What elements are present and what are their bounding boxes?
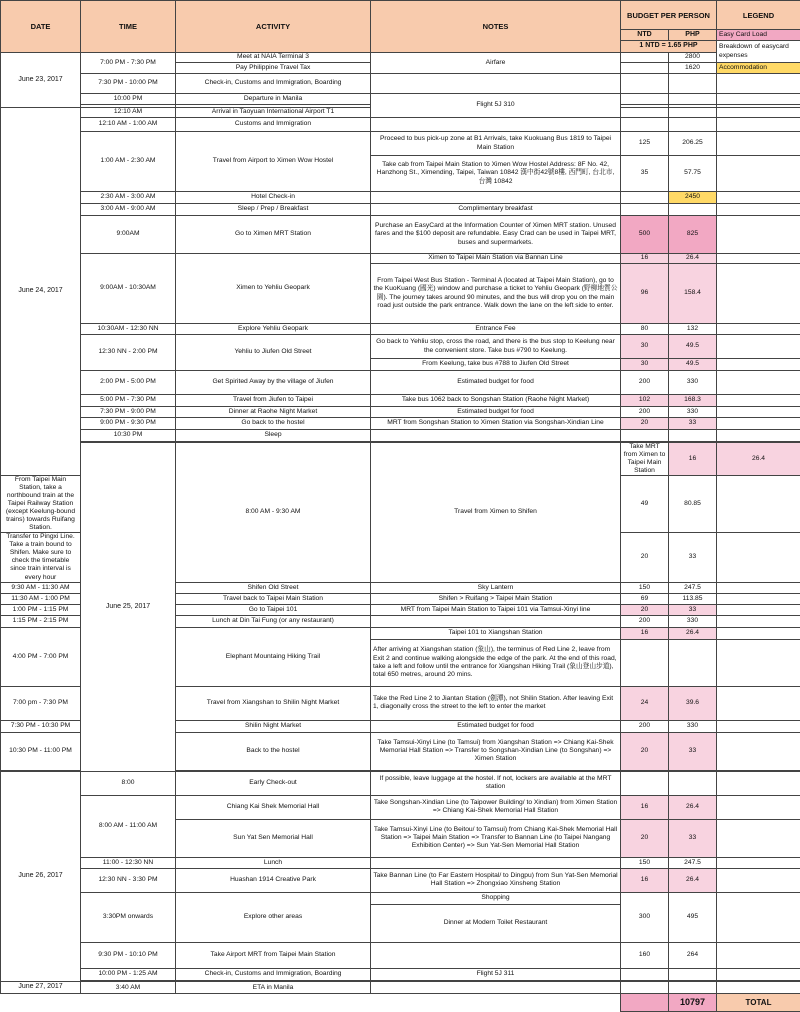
- time-cell: 10:00 PM: [81, 94, 176, 105]
- php-cell: [669, 108, 717, 118]
- php-cell: [669, 982, 717, 994]
- date-cell: June 25, 2017: [81, 443, 176, 772]
- php-cell: [669, 968, 717, 980]
- time-cell: 9:00AM - 10:30AM: [81, 254, 176, 324]
- ntd-cell: [621, 74, 669, 94]
- activity-cell: Huashan 1914 Creative Park: [176, 868, 371, 892]
- activity-cell: Departure in Manila: [176, 94, 371, 105]
- notes-cell: Go back to Yehliu stop, cross the road, and there is the bus stop to Keelung near the convenient store. Take bus #790 to Keelung.: [371, 335, 621, 359]
- notes-cell: Dinner at Modern Toilet Restaurant: [371, 904, 621, 942]
- ntd-cell: 150: [621, 582, 669, 593]
- ntd-cell: 20: [621, 732, 669, 770]
- time-cell: 10:30 PM: [81, 430, 176, 442]
- activity-cell: Travel from Jiufen to Taipei: [176, 395, 371, 407]
- notes-cell: Take the Red Line 2 to Jiantan Station (劍潭), not Shilin Station. After leaving Exit 1, diagonally cross the street to the left to enter the market: [371, 686, 621, 720]
- ntd-cell: [621, 118, 669, 132]
- legend-empty: [717, 582, 800, 593]
- time-cell: 9:00 PM - 9:30 PM: [81, 418, 176, 430]
- empty-cell: [1, 994, 81, 1012]
- ntd-cell: [621, 982, 669, 994]
- php-cell: 330: [669, 720, 717, 732]
- time-cell: 9:30 AM - 11:30 AM: [1, 582, 81, 593]
- activity-cell: ETA in Manila: [176, 982, 371, 994]
- legend-empty: [717, 732, 800, 770]
- notes-cell: Sky Lantern: [371, 582, 621, 593]
- notes-cell: Take Songshan-Xindian Line (to Taipower Building/ to Xindian) from Ximen Station => Chiang Kai-Shek Memorial Hall Station: [371, 795, 621, 819]
- ntd-cell: 16: [621, 254, 669, 264]
- legend-empty: [717, 395, 800, 407]
- notes-cell: Take Bannan Line (to Far Eastern Hospital/ to Dingpu) from Sun Yat-Sen Memorial Hall Station => Zhongxiao Xinsheng Station: [371, 868, 621, 892]
- legend-empty: [717, 476, 800, 533]
- time-cell: 7:00 PM - 7:30 PM: [81, 53, 176, 74]
- php-cell: [669, 639, 717, 686]
- ntd-cell: 500: [621, 216, 669, 254]
- empty-cell: [81, 994, 176, 1012]
- php-cell: 26.4: [669, 868, 717, 892]
- notes-cell: Ximen to Taipei Main Station via Bannan Line: [371, 254, 621, 264]
- php-cell: 2800: [669, 53, 717, 63]
- time-cell: 10:30 PM - 11:00 PM: [1, 732, 81, 770]
- legend-empty: [717, 593, 800, 604]
- notes-cell: [371, 857, 621, 868]
- activity-cell: Sleep: [176, 430, 371, 442]
- php-cell: 330: [669, 371, 717, 395]
- notes-cell: [371, 982, 621, 994]
- notes-cell: Take bus 1062 back to Songshan Station (Raohe Night Market): [371, 395, 621, 407]
- ntd-cell: 49: [621, 476, 669, 533]
- ntd-cell: 200: [621, 407, 669, 418]
- ntd-cell: 300: [621, 892, 669, 942]
- total-label: TOTAL: [717, 994, 800, 1012]
- date-cell: June 27, 2017: [1, 982, 81, 994]
- ntd-cell: 20: [621, 819, 669, 857]
- legend-empty: [717, 771, 800, 795]
- notes-cell: Transfer to Pingxi Line. Take a train bound to Shifen. Make sure to check the timetable since train interval is every hour: [1, 533, 81, 582]
- ntd-cell: 125: [621, 132, 669, 156]
- ntd-cell: 30: [621, 335, 669, 359]
- legend-empty: [717, 108, 800, 118]
- ntd-cell: 200: [621, 720, 669, 732]
- notes-cell: If possible, leave luggage at the hostel. If not, lockers are available at the MRT station: [371, 771, 621, 795]
- notes-cell: Shopping: [371, 892, 621, 904]
- legend-empty: [717, 132, 800, 156]
- time-cell: 8:00: [81, 771, 176, 795]
- activity-cell: Sun Yat Sen Memorial Hall: [176, 819, 371, 857]
- legend-empty: [717, 982, 800, 994]
- activity-cell: Ximen to Yehliu Geopark: [176, 254, 371, 324]
- ntd-cell: [621, 108, 669, 118]
- ntd-cell: [621, 639, 669, 686]
- ntd-cell: [621, 430, 669, 442]
- header-rate: 1 NTD = 1.65 PHP: [621, 41, 717, 53]
- time-cell: 11:30 AM - 1:00 PM: [1, 593, 81, 604]
- legend-empty: [717, 686, 800, 720]
- notes-cell: From Taipei Main Station, take a northbound train at the Taipei Railway Station (except Keelung-bound trains) towards Ruifang Station.: [1, 476, 81, 533]
- legend-empty: [717, 216, 800, 254]
- php-cell: 80.85: [669, 476, 717, 533]
- time-cell: 11:00 - 12:30 NN: [81, 857, 176, 868]
- ntd-cell: 96: [621, 264, 669, 324]
- ntd-cell: 20: [621, 604, 669, 615]
- notes-cell: Complimentary breakfast: [371, 204, 621, 216]
- time-cell: 1:00 PM - 1:15 PM: [1, 604, 81, 615]
- php-cell: 57.75: [669, 156, 717, 192]
- activity-cell: Elephant Mountaing Hiking Trail: [176, 627, 371, 686]
- time-cell: 12:30 NN - 2:00 PM: [81, 335, 176, 371]
- php-cell: 33: [669, 418, 717, 430]
- php-cell: 247.5: [669, 857, 717, 868]
- header-date: DATE: [1, 1, 81, 53]
- legend-accommodation: Accommodation: [717, 63, 800, 74]
- legend-empty: [717, 942, 800, 968]
- activity-cell: Travel from Xiangshan to Shilin Night Market: [176, 686, 371, 720]
- php-cell: 330: [669, 407, 717, 418]
- notes-cell: Proceed to bus pick-up zone at B1 Arrivals, take Kuokuang Bus 1819 to Taipei Main Station: [371, 132, 621, 156]
- activity-cell: Dinner at Raohe Night Market: [176, 407, 371, 418]
- activity-cell: Travel from Ximen to Shifen: [371, 443, 621, 583]
- time-cell: 9:00AM: [81, 216, 176, 254]
- time-cell: 3:30PM onwards: [81, 892, 176, 942]
- legend-empty: [717, 204, 800, 216]
- ntd-cell: [621, 94, 669, 105]
- legend-empty: [717, 371, 800, 395]
- empty-cell: [371, 994, 621, 1012]
- notes-cell: Taipei 101 to Xiangshan Station: [371, 627, 621, 639]
- legend-empty: [717, 819, 800, 857]
- notes-cell: Estimated budget for food: [371, 371, 621, 395]
- php-cell: [669, 204, 717, 216]
- time-cell: 10:30AM - 12:30 NN: [81, 324, 176, 335]
- notes-cell: [371, 192, 621, 204]
- ntd-cell: 80: [621, 324, 669, 335]
- php-cell: [669, 74, 717, 94]
- legend-empty: [717, 418, 800, 430]
- notes-cell: MRT from Songshan Station to Ximen Station via Songshan-Xindian Line: [371, 418, 621, 430]
- header-legend: LEGEND: [717, 1, 800, 30]
- legend-empty: [717, 335, 800, 359]
- php-cell: [669, 94, 717, 105]
- notes-cell: Flight 5J 311: [371, 968, 621, 981]
- activity-cell: Arrival in Taoyuan International Airport T1: [176, 108, 371, 118]
- ntd-cell: 200: [621, 615, 669, 627]
- notes-cell: Shifen > Ruifang > Taipei Main Station: [371, 593, 621, 604]
- ntd-cell: 30: [621, 359, 669, 371]
- php-cell: [669, 118, 717, 132]
- header-notes: NOTES: [371, 1, 621, 53]
- legend-empty: [717, 968, 800, 980]
- ntd-cell: 24: [621, 686, 669, 720]
- ntd-cell: 16: [669, 443, 717, 476]
- activity-cell: Lunch: [176, 857, 371, 868]
- php-cell: 158.4: [669, 264, 717, 324]
- legend-empty: [717, 118, 800, 132]
- ntd-cell: [621, 771, 669, 795]
- php-cell: 26.4: [717, 443, 800, 476]
- activity-cell: Pay Philippine Travel Tax: [176, 63, 371, 74]
- php-cell: 39.6: [669, 686, 717, 720]
- date-cell: June 24, 2017: [1, 108, 81, 476]
- legend-empty: [717, 192, 800, 204]
- legend-empty: [717, 868, 800, 892]
- activity-cell: Shilin Night Market: [176, 720, 371, 732]
- time-cell: 8:00 AM - 11:00 AM: [81, 795, 176, 857]
- activity-cell: Travel from Airport to Ximen Wow Hostel: [176, 132, 371, 192]
- ntd-cell: 35: [621, 156, 669, 192]
- legend-empty: [717, 639, 800, 686]
- legend-empty: [717, 407, 800, 418]
- legend-empty: [717, 359, 800, 371]
- time-cell: 12:10 AM: [81, 108, 176, 118]
- notes-cell: From Keelung, take bus #788 to Jiufen Old Street: [371, 359, 621, 371]
- php-cell: 247.5: [669, 582, 717, 593]
- notes-cell: Flight 5J 310: [371, 94, 621, 118]
- php-cell: [669, 430, 717, 442]
- notes-cell: Estimated budget for food: [371, 407, 621, 418]
- activity-cell: Lunch at Din Tai Fung (or any restaurant): [176, 615, 371, 627]
- ntd-cell: 20: [621, 418, 669, 430]
- header-activity: ACTIVITY: [176, 1, 371, 53]
- time-cell: 7:30 PM - 9:00 PM: [81, 407, 176, 418]
- ntd-cell: [621, 968, 669, 980]
- activity-cell: Get Spirited Away by the village of Jiufen: [176, 371, 371, 395]
- php-cell: 26.4: [669, 627, 717, 639]
- ntd-cell: 69: [621, 593, 669, 604]
- time-cell: 12:10 AM - 1:00 AM: [81, 118, 176, 132]
- ntd-cell: 16: [621, 627, 669, 639]
- notes-cell: Estimated budget for food: [371, 720, 621, 732]
- empty-cell: [176, 994, 371, 1012]
- activity-cell: Go back to the hostel: [176, 418, 371, 430]
- php-cell: 1620: [669, 63, 717, 74]
- legend-empty: [717, 94, 800, 105]
- legend-empty: [717, 795, 800, 819]
- legend-empty: [717, 627, 800, 639]
- time-cell: 3:40 AM: [81, 982, 176, 994]
- time-cell: 4:00 PM - 7:00 PM: [1, 627, 81, 686]
- time-cell: 8:00 AM - 9:30 AM: [176, 443, 371, 583]
- php-cell: 113.85: [669, 593, 717, 604]
- ntd-cell: [621, 204, 669, 216]
- legend-empty: [717, 324, 800, 335]
- notes-cell: Entrance Fee: [371, 324, 621, 335]
- time-cell: 10:00 PM - 1:25 AM: [81, 968, 176, 980]
- activity-cell: Sleep / Prep / Breakfast: [176, 204, 371, 216]
- notes-cell: Take MRT from Ximen to Taipei Main Station: [621, 443, 669, 476]
- time-cell: 9:30 PM - 10:10 PM: [81, 942, 176, 968]
- date-cell: June 26, 2017: [1, 771, 81, 982]
- notes-cell: After arriving at Xiangshan station (象山), the terminus of Red Line 2, leave from Exit 2 and continue walking alongside the edge of the park. At the end of this road, take a left and follow until the entrance for Xiangshan Hiking Trail (象山登山步道), total 650 metres, around 20 mins.: [371, 639, 621, 686]
- php-cell: 495: [669, 892, 717, 942]
- php-cell: 26.4: [669, 254, 717, 264]
- ntd-cell: 160: [621, 942, 669, 968]
- notes-cell: [371, 118, 621, 132]
- php-cell: 168.3: [669, 395, 717, 407]
- activity-cell: Go to Ximen MRT Station: [176, 216, 371, 254]
- time-cell: 7:30 PM - 10:30 PM: [1, 720, 81, 732]
- activity-cell: Check-in, Customs and Immigration, Boarding: [176, 74, 371, 94]
- php-cell: 49.5: [669, 335, 717, 359]
- ntd-cell: 20: [621, 533, 669, 582]
- time-cell: 3:00 AM - 9:00 AM: [81, 204, 176, 216]
- notes-cell: Purchase an EasyCard at the Information Counter of Ximen MRT station. Unused fares and the $100 deposit are refundable. Easy Crad can be used in Taipei MRT, buses and supermarkets.: [371, 216, 621, 254]
- php-cell: 825: [669, 216, 717, 254]
- time-cell: 2:30 AM - 3:00 AM: [81, 192, 176, 204]
- time-cell: 12:30 NN - 3:30 PM: [81, 868, 176, 892]
- ntd-cell: 16: [621, 868, 669, 892]
- legend-empty: [717, 720, 800, 732]
- activity-cell: Back to the hostel: [176, 732, 371, 770]
- notes-cell: [371, 74, 621, 94]
- ntd-cell: [621, 192, 669, 204]
- header-ntd: NTD: [621, 30, 669, 41]
- notes-cell: [371, 430, 621, 442]
- ntd-cell: [621, 53, 669, 63]
- php-cell: 132: [669, 324, 717, 335]
- header-php: PHP: [669, 30, 717, 41]
- activity-cell: Meet at NAIA Terminal 3: [176, 53, 371, 63]
- time-cell: 1:00 AM - 2:30 AM: [81, 132, 176, 192]
- activity-cell: Travel back to Taipei Main Station: [176, 593, 371, 604]
- activity-cell: Yehliu to Jiufen Old Street: [176, 335, 371, 371]
- header-budget: BUDGET PER PERSON: [621, 1, 717, 30]
- total-value: 10797: [669, 994, 717, 1012]
- ntd-cell: 200: [621, 371, 669, 395]
- php-cell: 330: [669, 615, 717, 627]
- date-cell: June 23, 2017: [1, 53, 81, 108]
- total-ntd-cell: [621, 994, 669, 1012]
- legend-empty: [717, 264, 800, 324]
- legend-easycard: Easy Card Load: [717, 30, 800, 41]
- php-cell: 26.4: [669, 795, 717, 819]
- activity-cell: Customs and Immigration: [176, 118, 371, 132]
- ntd-cell: [621, 63, 669, 74]
- activity-cell: Check-in, Customs and Immigration, Boarding: [176, 968, 371, 980]
- activity-cell: Explore Yehliu Geopark: [176, 324, 371, 335]
- legend-breakdown: Breakdown of easycard expenses: [717, 41, 800, 63]
- php-cell: 2450: [669, 192, 717, 204]
- legend-empty: [717, 604, 800, 615]
- ntd-cell: 150: [621, 857, 669, 868]
- legend-empty: [717, 892, 800, 942]
- ntd-cell: 16: [621, 795, 669, 819]
- php-cell: 33: [669, 819, 717, 857]
- activity-cell: Go to Taipei 101: [176, 604, 371, 615]
- notes-cell: MRT from Taipei Main Station to Taipei 101 via Tamsui-Xinyi line: [371, 604, 621, 615]
- notes-cell: Take Tamsui-Xinyi Line (to Tamsui) from Xiangshan Station => Chiang Kai-Shek Memorial Hall Station => Transfer to Songshan-Xindian Line (to Songshan) => Ximen Station: [371, 732, 621, 770]
- php-cell: 33: [669, 604, 717, 615]
- legend-empty: [717, 74, 800, 94]
- activity-cell: Take Airport MRT from Taipei Main Station: [176, 942, 371, 968]
- time-cell: 1:15 PM - 2:15 PM: [1, 615, 81, 627]
- php-cell: 33: [669, 533, 717, 582]
- php-cell: 264: [669, 942, 717, 968]
- php-cell: 49.5: [669, 359, 717, 371]
- notes-cell: Take cab from Taipei Main Station to Ximen Wow Hostel Address: 8F No. 42, Hanzhong St., Ximending, Taipei, Taiwan 10842 漢中街42號8樓, 西門町, 台北市, 台灣 10842: [371, 156, 621, 192]
- notes-cell: [371, 942, 621, 968]
- notes-cell: From Taipei West Bus Station - Terminal A (located at Taipei Main Station), go to the KuoKuang (國光) window and purchase a ticket to Yehliu Geopark (野柳地質公園). The journey takes around 90 minutes, and the bus will drop you on the main road just outside the park entrance. Walk down the lane on the left side to enter.: [371, 264, 621, 324]
- notes-cell: [371, 615, 621, 627]
- legend-empty: [717, 430, 800, 442]
- legend-empty: [717, 254, 800, 264]
- notes-cell: Take Tamsui-Xinyi Line (to Beitou/ to Tamsui) from Chiang Kai-Shek Memorial Hall Station => Taipei Main Station => Transfer to Bannan Line (to Taipei Nangang Exhibition Center) => Sun Yat-Sen Memorial Hall Station: [371, 819, 621, 857]
- activity-cell: Early Check-out: [176, 771, 371, 795]
- php-cell: [669, 771, 717, 795]
- time-cell: 7:30 PM - 10:00 PM: [81, 74, 176, 94]
- php-cell: 33: [669, 732, 717, 770]
- activity-cell: Chiang Kai Shek Memorial Hall: [176, 795, 371, 819]
- time-cell: 7:00 pm - 7:30 PM: [1, 686, 81, 720]
- legend-empty: [717, 156, 800, 192]
- ntd-cell: 102: [621, 395, 669, 407]
- legend-empty: [717, 533, 800, 582]
- activity-cell: Explore other areas: [176, 892, 371, 942]
- php-cell: 206.25: [669, 132, 717, 156]
- time-cell: 2:00 PM - 5:00 PM: [81, 371, 176, 395]
- header-time: TIME: [81, 1, 176, 53]
- activity-cell: Shifen Old Street: [176, 582, 371, 593]
- legend-empty: [717, 615, 800, 627]
- time-cell: 5:00 PM - 7:30 PM: [81, 395, 176, 407]
- notes-cell: Airfare: [371, 53, 621, 74]
- activity-cell: Hotel Check-in: [176, 192, 371, 204]
- legend-empty: [717, 857, 800, 868]
